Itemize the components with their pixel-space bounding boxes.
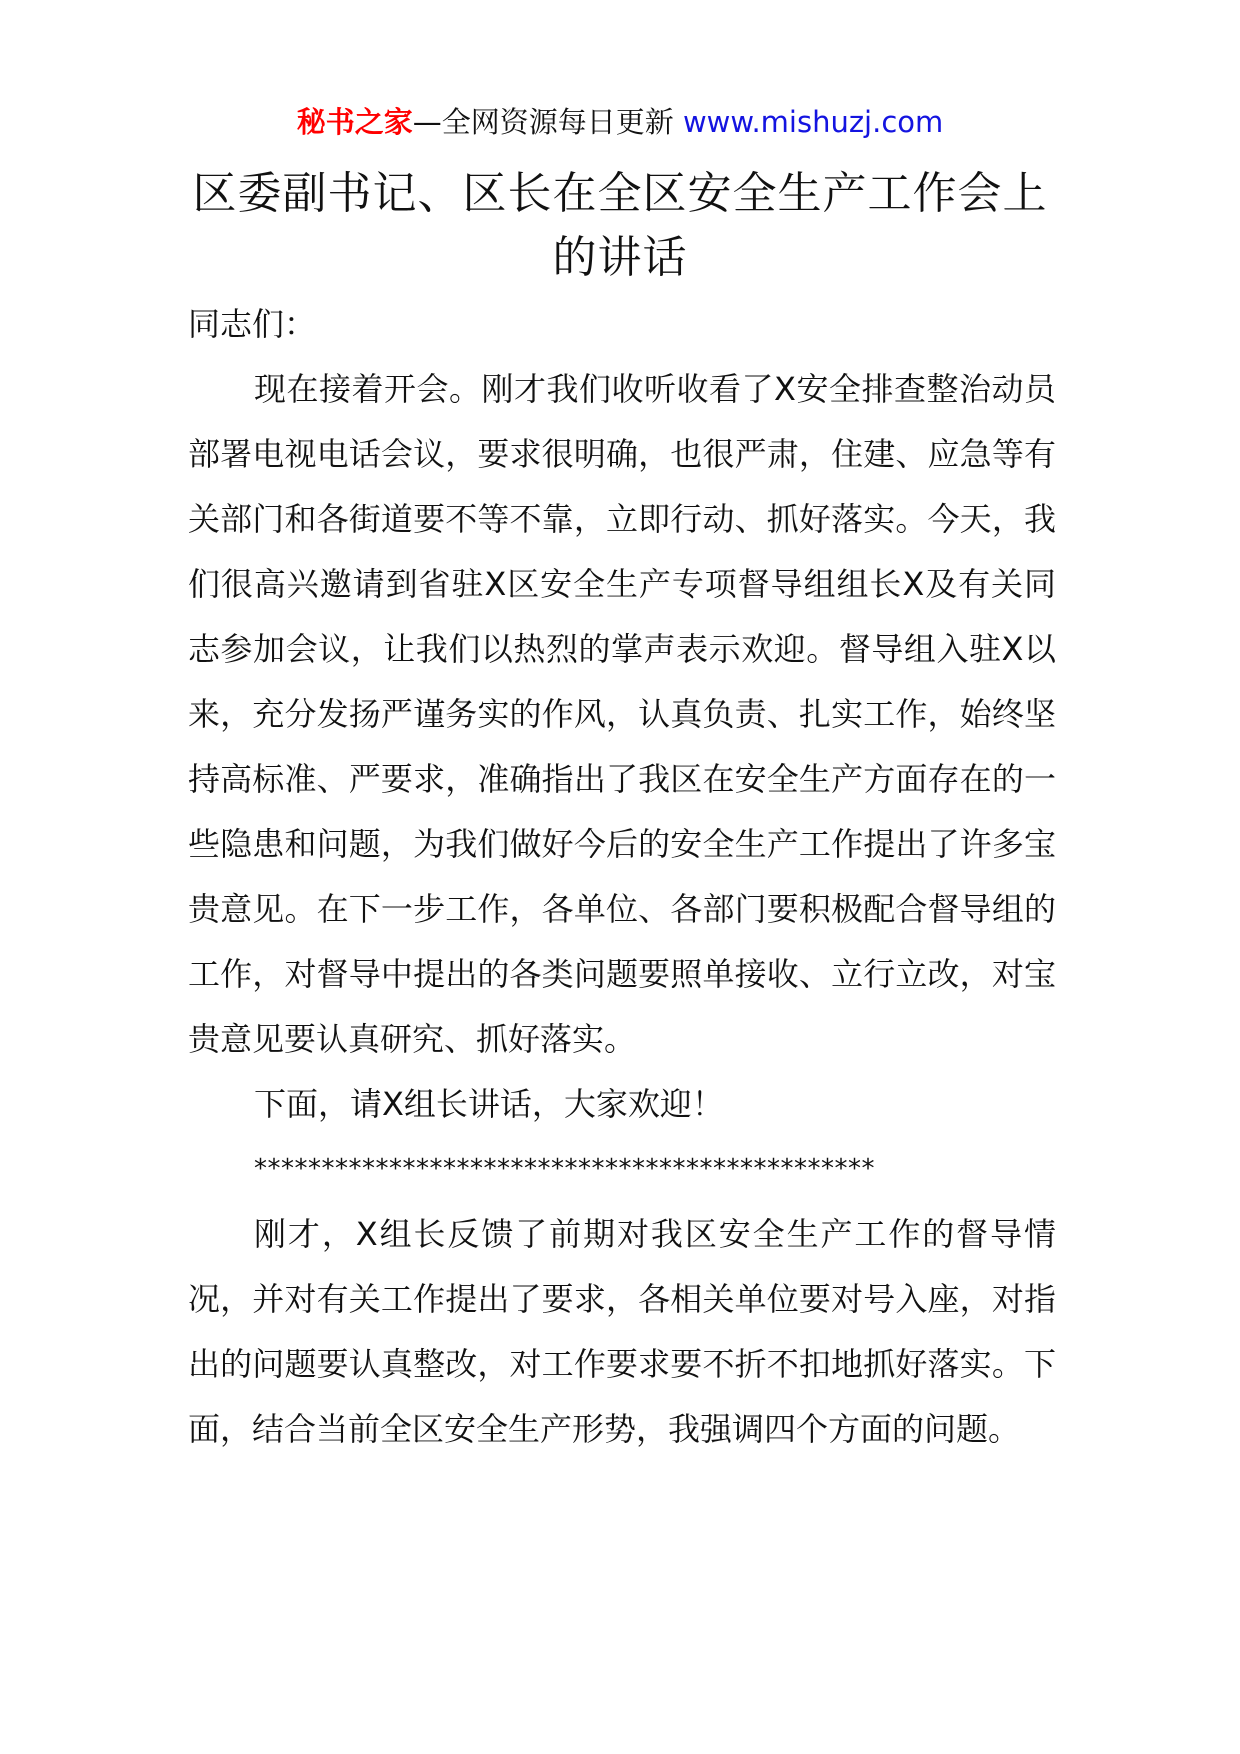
site-brand: 秘书之家 xyxy=(296,105,413,139)
paragraph-2: 下面，请X组长讲话，大家欢迎！ xyxy=(254,1085,724,1123)
paragraph-1: 现在接着开会。刚才我们收听收看了X安全排查整治动员部署电视电话会议，要求很明确，也很严肃，住建、应急等有关部门和各街道要不等不靠，立即行动、抓好落实。今天，我们很高兴邀请到省驻X区安全生产专项督导组组长X及有关同志参加会议，让我们以热烈的掌声表示欢迎。督导组入驻X以来，充分发扬严谨务实的作风，认真负责、扎实工作，始终坚持高标准、严要求，准确指出了我区在安全生产方面存在的一些隐患和问题，为我们做好今后的安全生产工作提出了许多宝贵意见。在下一步工作，各单位、各部门要积极配合督导组的工作，对督导中提出的各类问题要照单接收、立行立改，对宝贵意见要认真研究、抓好落实。 xyxy=(188,370,1056,1058)
section-separator: ********************************************** xyxy=(254,1154,875,1184)
site-header xyxy=(0,102,1240,142)
document-body xyxy=(188,292,1056,1462)
paragraph-3: 刚才，X组长反馈了前期对我区安全生产工作的督导情况，并对有关工作提出了要求，各相关单位要对号入座，对指出的问题要认真整改，对工作要求要不折不扣地抓好落实。下面，结合当前全区安全生产形势，我强调四个方面的问题。 xyxy=(188,1215,1056,1448)
site-url-link[interactable]: www.mishuzj.com xyxy=(682,105,944,139)
site-slogan: —全网资源每日更新 xyxy=(412,105,683,139)
document-title: 区委副书记、区长在全区安全生产工作会上的讲话 xyxy=(192,168,1048,283)
salutation: 同志们： xyxy=(188,305,317,343)
